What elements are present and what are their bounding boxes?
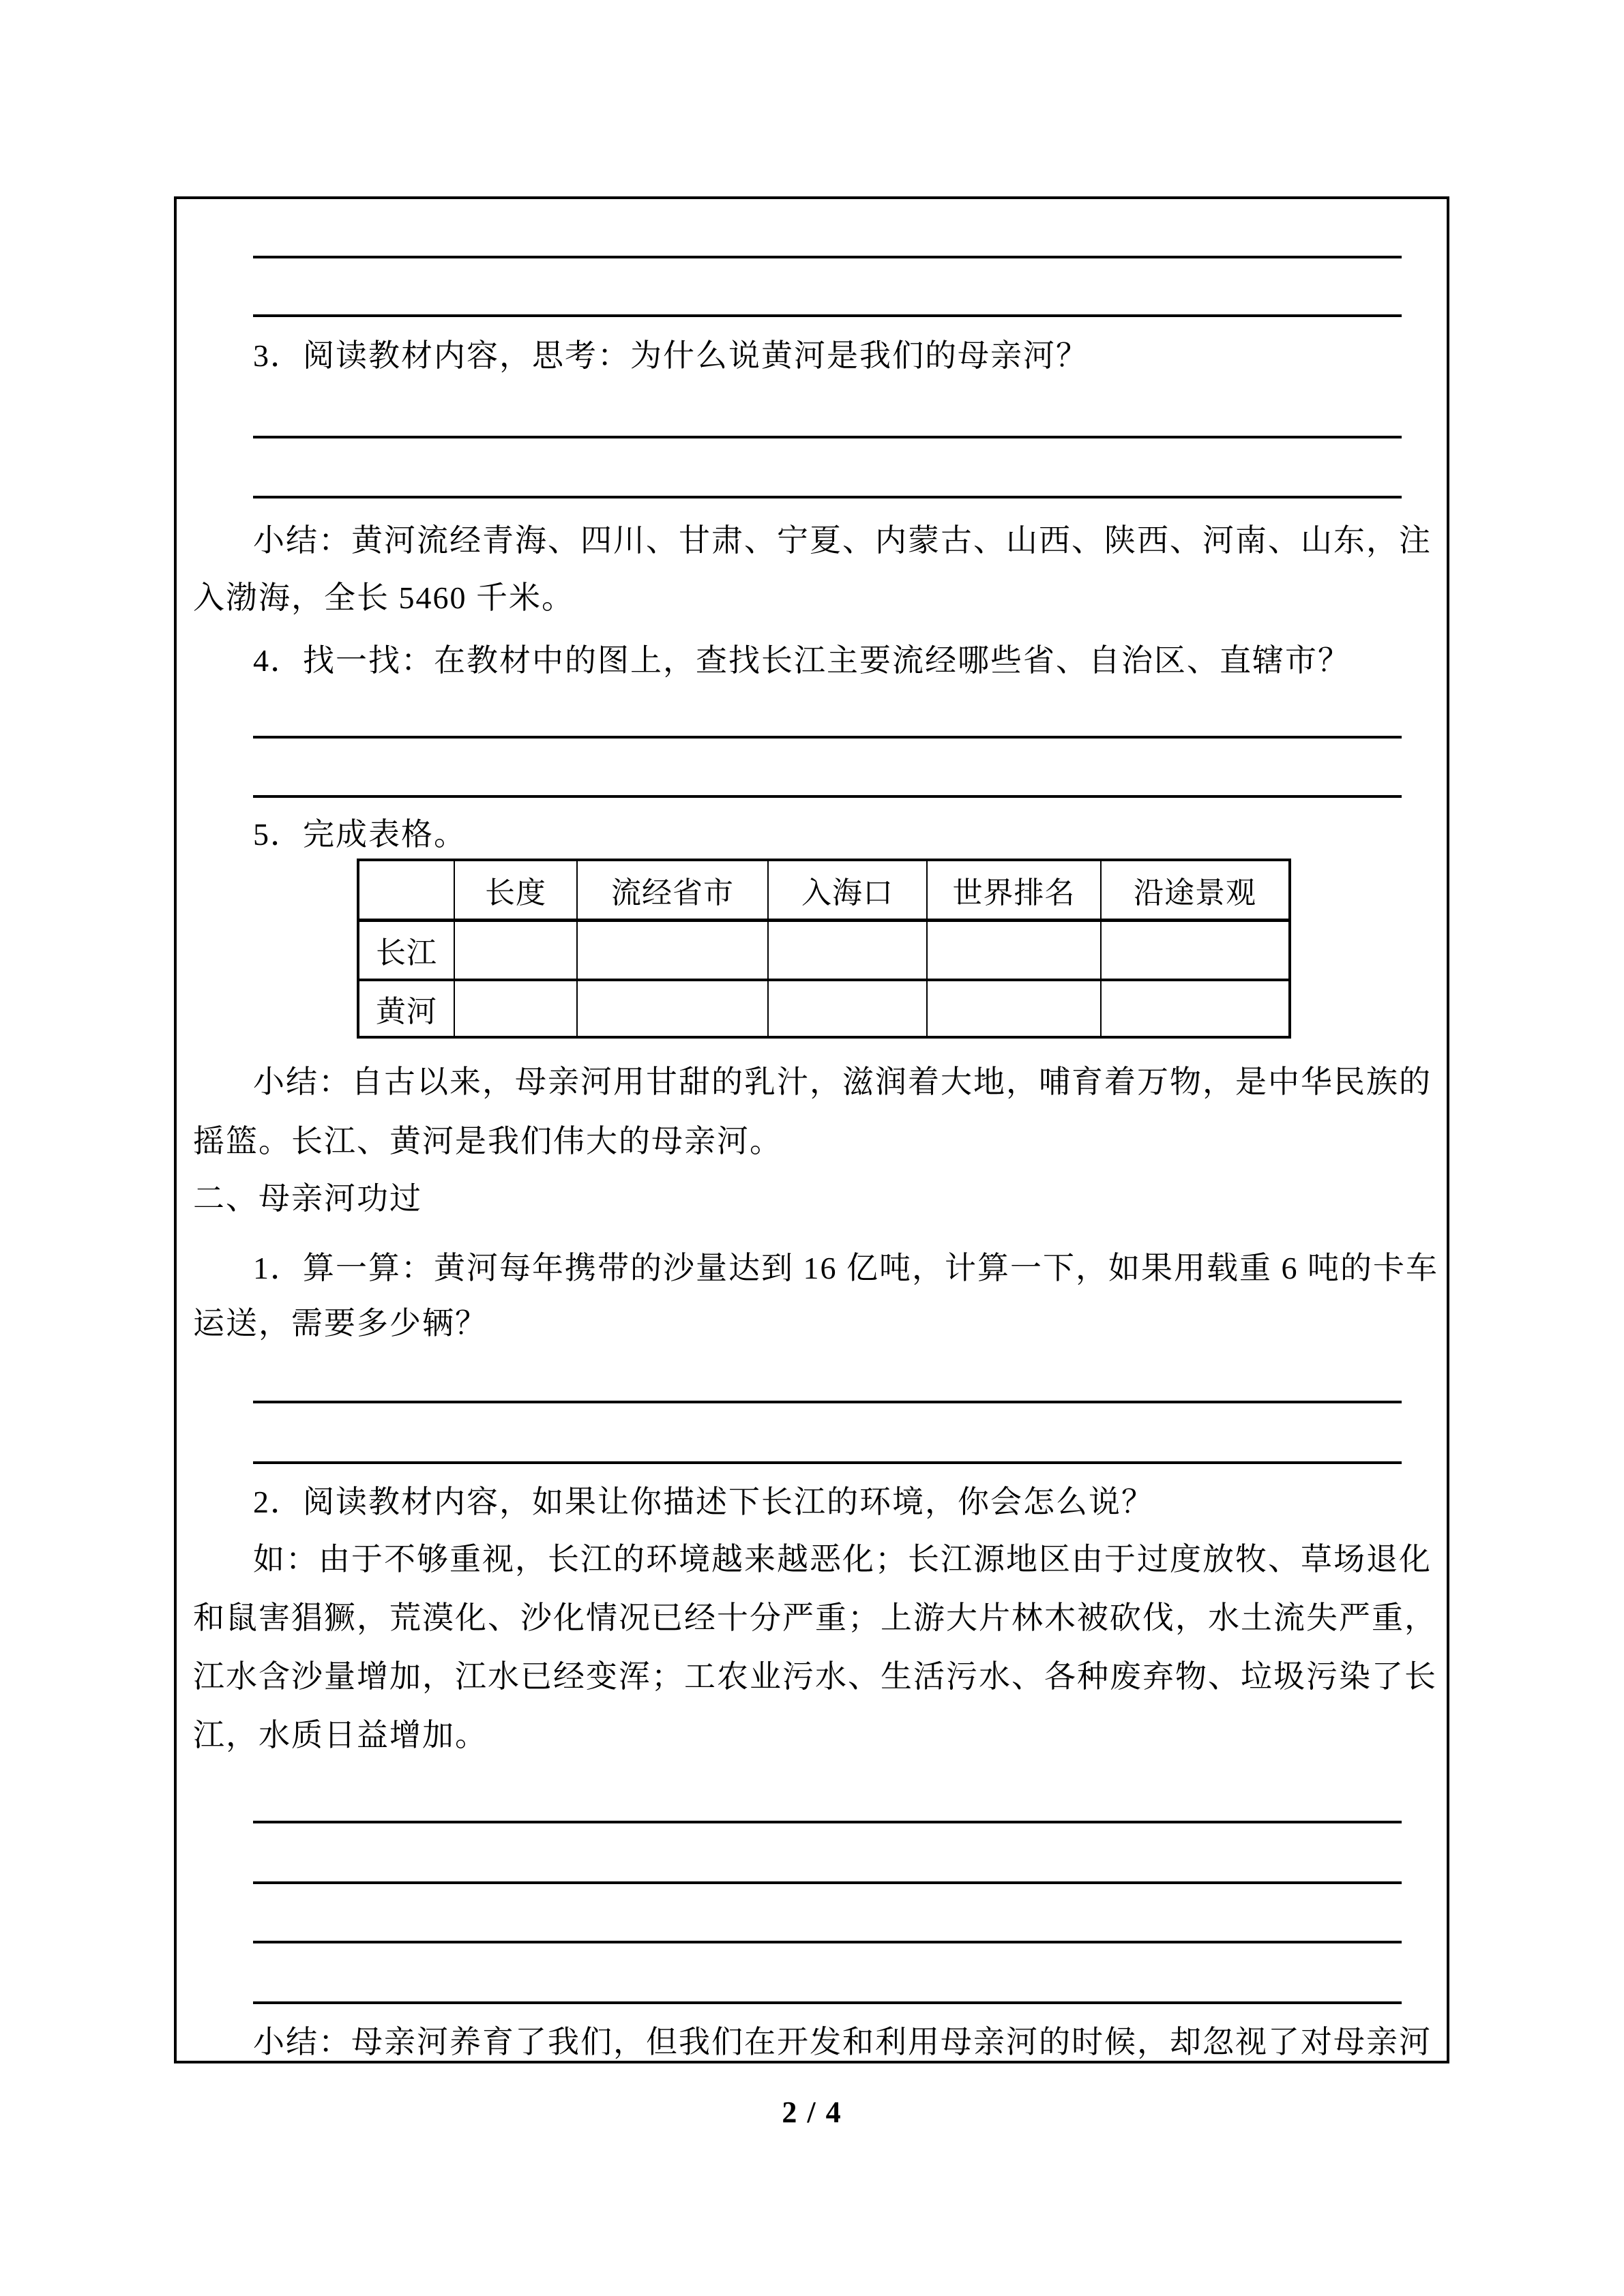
example-answer-line4: 江，水质日益增加。 <box>193 1718 488 1753</box>
answer-line <box>253 795 1402 798</box>
example-answer-line2: 和鼠害猖獗，荒漠化、沙化情况已经十分严重；上游大片林木被砍伐，水土流失严重， <box>193 1600 1437 1635</box>
summary-huanghe-line2: 入渤海，全长 5460 千米。 <box>193 580 574 615</box>
answer-line <box>253 1821 1402 1823</box>
table-blank-cell <box>577 980 768 1037</box>
answer-line <box>253 1401 1402 1403</box>
table-blank-cell <box>768 980 927 1037</box>
answer-line <box>253 1941 1402 1943</box>
answer-line <box>253 1461 1402 1464</box>
table-header-estuary: 入海口 <box>768 860 927 920</box>
summary-mother-rivers-line1: 小结：自古以来，母亲河用甘甜的乳汁，滋润着大地，哺育着万物，是中华民族的 <box>253 1064 1432 1099</box>
table-blank-cell <box>927 980 1101 1037</box>
question-2-environment: 2．阅读教材内容，如果让你描述下长江的环境，你会怎么说？ <box>253 1485 1154 1519</box>
section-2-heading: 二、母亲河功过 <box>193 1181 422 1216</box>
table-blank-cell <box>927 920 1101 980</box>
table-blank-cell <box>768 920 927 980</box>
page-number: 2 / 4 <box>782 2096 842 2129</box>
table-blank-cell <box>454 980 577 1037</box>
summary-huanghe-line1: 小结：黄河流经青海、四川、甘肃、宁夏、内蒙古、山西、陕西、河南、山东，注 <box>253 523 1432 558</box>
table-header-provinces: 流经省市 <box>577 860 768 920</box>
answer-line <box>253 496 1402 498</box>
table-blank-cell <box>1101 980 1290 1037</box>
question-5: 5．完成表格。 <box>253 817 467 852</box>
answer-line <box>253 436 1402 438</box>
question-3: 3．阅读教材内容，思考：为什么说黄河是我们的母亲河？ <box>253 338 1089 373</box>
answer-line <box>253 1881 1402 1884</box>
answer-line <box>253 256 1402 258</box>
table-row <box>358 920 1290 980</box>
table-blank-cell <box>1101 920 1290 980</box>
row-label-huanghe: 黄河 <box>358 980 454 1037</box>
table-corner-cell <box>358 860 454 920</box>
question-4: 4．找一找：在教材中的图上，查找长江主要流经哪些省、自治区、直辖市？ <box>253 643 1350 678</box>
table-blank-cell <box>577 920 768 980</box>
row-label-changjiang: 长江 <box>358 920 454 980</box>
table-blank-cell <box>454 920 577 980</box>
example-answer-line3: 江水含沙量增加，江水已经变浑；工农业污水、生活污水、各种废弃物、垃圾污染了长 <box>193 1659 1437 1694</box>
table-header-length: 长度 <box>454 860 577 920</box>
table-row <box>358 980 1290 1037</box>
summary-neglect: 小结：母亲河养育了我们，但我们在开发和利用母亲河的时候，却忽视了对母亲河 <box>253 2025 1432 2059</box>
table-header-scenery: 沿途景观 <box>1101 860 1290 920</box>
answer-line <box>253 2001 1402 2004</box>
example-answer-line1: 如：由于不够重视，长江的环境越来越恶化；长江源地区由于过度放牧、草场退化 <box>253 1542 1432 1577</box>
item-1-calculate-line1: 1．算一算：黄河每年携带的沙量达到 16 亿吨，计算一下，如果用载重 6 吨的卡车 <box>253 1251 1438 1285</box>
table-header-rank: 世界排名 <box>927 860 1101 920</box>
rivers-table <box>357 859 1291 1039</box>
answer-line <box>253 736 1402 739</box>
answer-line <box>253 314 1402 317</box>
item-1-calculate-line2: 运送，需要多少辆？ <box>193 1306 488 1341</box>
summary-mother-rivers-line2: 摇篮。长江、黄河是我们伟大的母亲河。 <box>193 1124 782 1159</box>
